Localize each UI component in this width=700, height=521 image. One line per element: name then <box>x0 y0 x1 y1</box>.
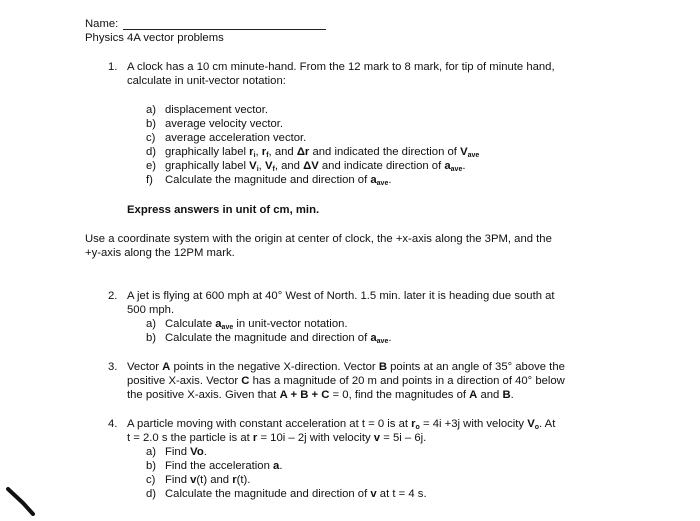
vector-v-final: V <box>264 160 273 172</box>
item-text: graphically label <box>165 160 250 172</box>
vector-a: a <box>370 332 377 344</box>
problem-2-number: 2. <box>108 290 118 302</box>
item-text: graphically label <box>165 146 250 158</box>
subscript: ave <box>467 152 480 159</box>
problem-1-line2: calculate in unit-vector notation: <box>127 75 286 87</box>
item-letter: b) <box>146 118 157 130</box>
problem-1-number: 1. <box>108 61 118 73</box>
problem-2-item-b <box>146 332 391 346</box>
separator: , <box>258 160 265 172</box>
period: . <box>279 460 283 472</box>
item-text: (t) and <box>196 474 233 486</box>
subscript: f <box>272 166 275 173</box>
problem-1 <box>108 61 555 75</box>
text: Vector <box>127 361 163 373</box>
text: and <box>477 389 503 401</box>
item-text: Calculate the magnitude and direction of <box>165 332 371 344</box>
vector-r: r <box>232 474 237 486</box>
item-text: Calculate <box>165 318 216 330</box>
item-letter: a) <box>146 318 157 330</box>
text: positive X-axis. Vector <box>127 375 242 387</box>
problem-1-item-d <box>146 146 479 160</box>
text: = 4i +3j with velocity <box>419 418 528 430</box>
period: . <box>388 174 392 186</box>
period: . <box>203 446 207 458</box>
problem-1-item-e <box>146 160 465 174</box>
problem-4-line2 <box>127 432 426 446</box>
problem-3-number: 3. <box>108 361 118 373</box>
vector-vo: Vo <box>190 446 204 458</box>
item-letter: b) <box>146 332 157 344</box>
problem-1-item-a <box>146 104 268 118</box>
vector-delta-r: Δr <box>296 146 310 158</box>
problem-2-line2: 500 mph. <box>127 304 175 316</box>
text: points at an angle of 35° above the <box>387 361 565 373</box>
item-text: Find the acceleration <box>165 460 274 472</box>
subscript: ave <box>221 324 234 331</box>
item-letter: c) <box>146 474 156 486</box>
item-text: at t = 4 s. <box>376 488 427 500</box>
text: A particle moving with constant acceleration at t = 0 is at <box>127 418 412 430</box>
coordinate-note-line2: +y-axis along the 12PM mark. <box>85 247 235 259</box>
problem-1-item-c <box>146 132 306 146</box>
vector-v: V <box>460 146 468 158</box>
name-label: Name: <box>85 18 119 30</box>
subscript: ave <box>376 180 389 187</box>
subscript: ave <box>376 338 389 345</box>
problem-4-line1 <box>108 418 555 432</box>
problem-4-item-c <box>146 474 250 488</box>
item-letter: c) <box>146 132 156 144</box>
problem-2-item-a <box>146 318 348 332</box>
vector-v: v <box>370 488 377 500</box>
pen-mark-icon <box>2 486 42 516</box>
subscript: i <box>256 166 259 173</box>
vector-v: v <box>373 432 381 444</box>
vector-r: r <box>252 432 258 444</box>
subscript: ave <box>450 166 463 173</box>
vector-c-label: C <box>241 375 250 387</box>
period: . <box>510 389 514 401</box>
item-letter: a) <box>146 104 157 116</box>
item-text: Find <box>165 446 191 458</box>
vector-delta-v: ΔV <box>303 160 319 172</box>
period: . <box>462 160 466 172</box>
text: the positive X-axis. Given that <box>127 389 280 401</box>
coordinate-note-line1: Use a coordinate system with the origin at center of clock, the +x-axis along the 3PM, and the <box>85 233 552 245</box>
vector-a: a <box>215 318 222 330</box>
vector-v-initial: V <box>249 160 257 172</box>
item-text: average velocity vector. <box>165 118 284 130</box>
problem-4-item-b <box>146 460 282 474</box>
vector-r-initial: r <box>249 146 254 158</box>
problem-2-line1: A jet is flying at 600 mph at 40° West of North. 1.5 min. later it is heading due south at <box>127 290 555 302</box>
item-text: average acceleration vector. <box>165 132 307 144</box>
vector-v: v <box>190 474 197 486</box>
vector-r: r <box>411 418 416 430</box>
problem-3-line2 <box>127 375 565 389</box>
item-text: Calculate the magnitude and direction of <box>165 488 371 500</box>
vector-a: a <box>273 460 280 472</box>
express-answers-note: Express answers in unit of cm, min. <box>127 204 320 216</box>
item-letter: a) <box>146 446 157 458</box>
vector-r-final: r <box>261 146 267 158</box>
vector-sum: A + B + C <box>279 389 330 401</box>
subscript: o <box>534 424 540 431</box>
text: = 0, find the magnitudes of <box>329 389 470 401</box>
text: points in the negative X-direction. Vector <box>170 361 379 373</box>
vector-b-label: B <box>502 389 511 401</box>
item-text: and indicate direction of <box>318 160 445 172</box>
problem-4-item-d <box>146 488 427 502</box>
item-text: Find <box>165 474 191 486</box>
item-letter: f) <box>146 174 153 186</box>
item-text: (t). <box>236 474 251 486</box>
subscript: f <box>266 152 269 159</box>
vector-v: V <box>527 418 535 430</box>
text: t = 2.0 s the particle is at <box>127 432 253 444</box>
text: = 5i – 6j. <box>380 432 427 444</box>
problem-4-number: 4. <box>108 418 118 430</box>
item-letter: d) <box>146 488 157 500</box>
item-text: displacement vector. <box>165 104 268 116</box>
text: has a magnitude of 20 m and points in a direction of 40° below <box>249 375 565 387</box>
item-letter: d) <box>146 146 157 158</box>
item-text: Calculate the magnitude and direction of <box>165 174 371 186</box>
vector-a-label: A <box>469 389 478 401</box>
problem-1-item-b <box>146 118 283 132</box>
vector-b-label: B <box>378 361 388 373</box>
separator: , <box>255 146 262 158</box>
problem-1-item-f <box>146 174 391 188</box>
problem-3-line1 <box>108 361 565 375</box>
page-title: Physics 4A vector problems <box>85 32 224 44</box>
period: . <box>388 332 392 344</box>
problem-1-line1: A clock has a 10 cm minute-hand. From the 12 mark to 8 mark, for tip of minute hand, <box>127 61 555 73</box>
item-text: , and <box>274 160 304 172</box>
vector-a-label: A <box>162 361 171 373</box>
problem-2 <box>108 290 555 304</box>
item-letter: b) <box>146 460 157 472</box>
subscript: i <box>253 152 256 159</box>
item-letter: e) <box>146 160 157 172</box>
subscript: o <box>415 424 420 431</box>
item-text: and indicated the direction of <box>309 146 461 158</box>
text: = 10i – 2j with velocity <box>257 432 374 444</box>
problem-4-item-a <box>146 446 207 460</box>
item-text: , and <box>268 146 297 158</box>
vector-a: a <box>370 174 377 186</box>
item-text: in unit-vector notation. <box>233 318 348 330</box>
text: . At <box>539 418 556 430</box>
name-underline <box>123 29 326 30</box>
vector-a: a <box>444 160 451 172</box>
problem-3-line3 <box>127 389 514 403</box>
